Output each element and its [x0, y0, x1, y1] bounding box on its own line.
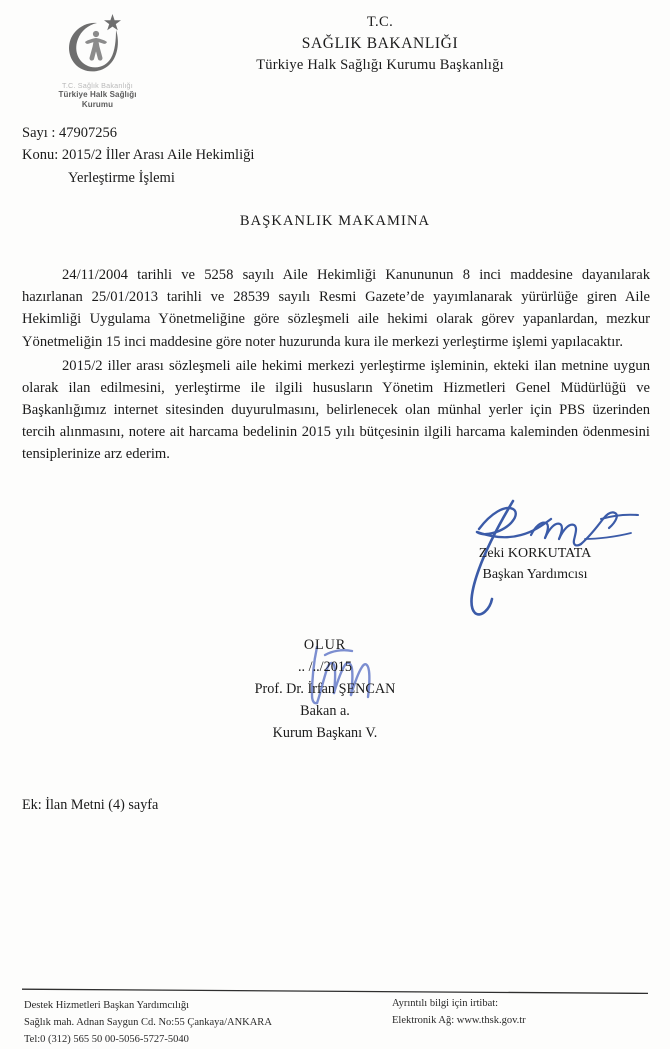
- reference-block: [22, 122, 254, 189]
- logo-caption-ministry: T.C. Sağlık Bakanlığı: [62, 81, 133, 90]
- document-footer: [0, 995, 670, 1049]
- approval-date: .. /../2015: [298, 659, 352, 675]
- organization-title: [200, 12, 560, 75]
- footer-department: Destek Hizmetleri Başkan Yardımcılığı: [24, 1000, 190, 1011]
- approval-block: [180, 634, 470, 744]
- footer-address-column: [24, 997, 272, 1048]
- footer-address: Sağlık mah. Adnan Saygun Cd. No:55 Çankaya/ANKARA: [24, 1017, 272, 1028]
- document-header: [0, 0, 670, 120]
- attachment-note: Ek: İlan Metni (4) sayfa: [22, 797, 159, 813]
- logo-caption-institution-line1: Türkiye Halk Sağlığı: [58, 90, 137, 99]
- subject-line: Konu: 2015/2 İller Arası Aile Hekimliği: [22, 147, 255, 164]
- document-body: [22, 264, 650, 466]
- org-title-line-republic: T.C.: [366, 14, 394, 30]
- org-title-line-institution: Türkiye Halk Sağlığı Kurumu Başkanlığı: [256, 56, 504, 73]
- reference-number: Sayı : 47907256: [22, 125, 118, 141]
- crescent-star-health-emblem-icon: [50, 12, 146, 80]
- body-paragraph-1: 24/11/2004 tarihli ve 5258 sayılı Aile Hekimliği Kanununun 8 inci maddesine dayanılarak hazırlanan 25/01/2013 tarihli ve 28539 sayılı Resmi Gazete’de yayımlanarak yürürlüğe giren Aile Hekimliği Uygulama Yönetmeliğine göre sözleşmeli aile hekimi olarak görev yapanlardan, mezkur Yönetmeliğin 15 inci maddesine göre noter huzurunda kura ile merkezi yerleştirme işlemi yapılacaktır.: [22, 267, 650, 350]
- signatory-title: Başkan Yardımcısı: [482, 567, 588, 582]
- subject-line-continuation: Yerleştirme İşlemi: [68, 169, 175, 186]
- signatory-name: Zeki KORKUTATA: [478, 546, 592, 561]
- approval-word: OLUR: [303, 637, 347, 653]
- approver-role-line2: Kurum Başkanı V.: [272, 725, 378, 741]
- logo-caption-institution-line2: Kurumu: [81, 100, 114, 110]
- addressee-heading: BAŞKANLIK MAKAMINA: [239, 213, 431, 229]
- approver-role-line1: Bakan a.: [300, 703, 350, 719]
- ministry-logo: [30, 12, 165, 111]
- org-title-line-ministry: SAĞLIK BAKANLIĞI: [301, 34, 459, 52]
- body-paragraph-2: 2015/2 iller arası sözleşmeli aile hekimi merkezi yerleştirme işleminin, ekteki ilan metnine uygun olarak ilan edilmesini, yerleştirme ile ilgili hususların Yönetim Hizmetleri Genel Müdürlüğü ve Başkanlığımız internet sitesinden duyurulmasını, belirlenecek olan münhal yerler için PBS üzerinden tercih alınmasını, notere ait harcama bedelinin 2015 yılı bütçesinin ilgili harcama kaleminden ödenmesini tensiplerinize arz ederim.: [22, 357, 650, 463]
- footer-phone: Tel:0 (312) 565 50 00-5056-5727-5040: [24, 1034, 189, 1045]
- footer-contact-column: [392, 995, 526, 1029]
- footer-website: Elektronik Ağ: www.thsk.gov.tr: [392, 1015, 526, 1026]
- signature-block: [430, 543, 640, 585]
- approver-name: Prof. Dr. İrfan ŞENCAN: [254, 681, 396, 697]
- footer-contact-label: Ayrıntılı bilgi için irtibat:: [392, 998, 499, 1009]
- footer-divider: [22, 988, 648, 995]
